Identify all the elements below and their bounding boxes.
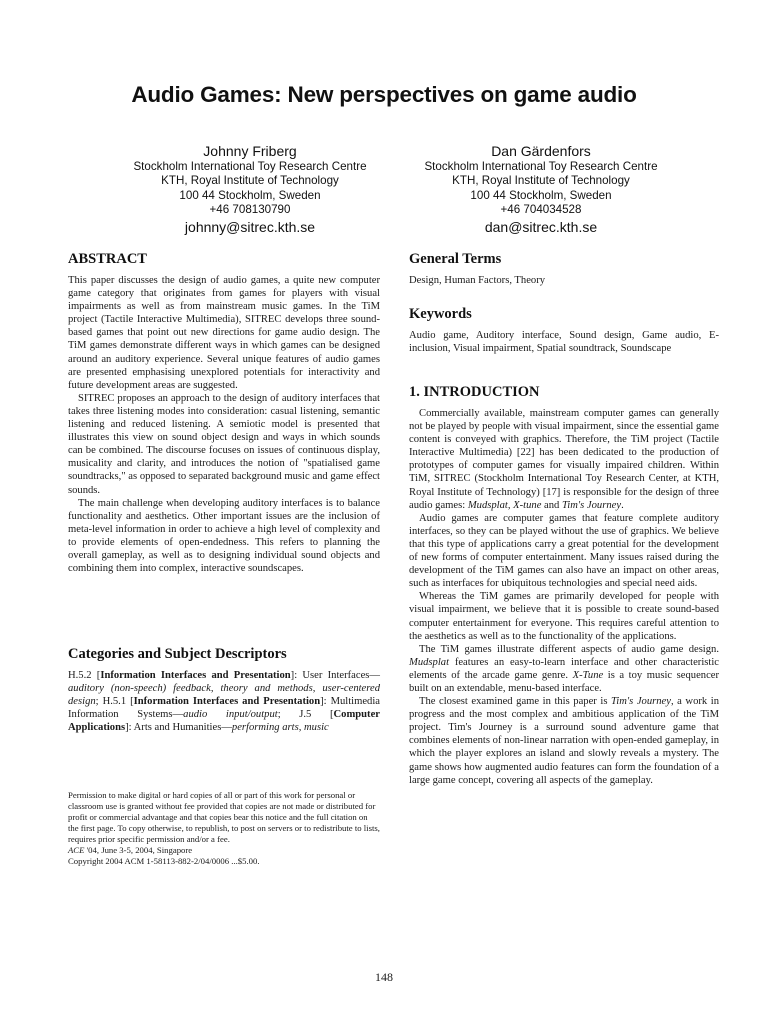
italic-term: performing arts, music xyxy=(231,722,329,734)
copyright-line: Copyright 2004 ACM 1-58113-882-2/04/0006 ...$5.00. xyxy=(68,856,260,866)
text-run: , a work in progress and the most complex and ambitious application of the TiM project. Tim's Journey is a surround sound adventure game that combines elements of non-linear narration with open-ended gameplay, in which the player explores an island and slowly reveals a mystery. The game shows how augmented audio features can form the foundation of a large game concept, covering all aspects of the gameplay. xyxy=(409,696,719,786)
introduction-body xyxy=(409,407,719,787)
author-affiliation-line: Stockholm International Toy Research Centre xyxy=(133,160,367,173)
permission-text: Permission to make digital or hard copies of all or part of this work for personal or classroom use is granted without fee provided that copies are not made or distributed for profit or commercial advantage and that copies bear this notice and the full citation on the first page. To copy otherwise, to republish, to post on servers or to redistribute to lists, requires prior specific permission and/or a fee. xyxy=(68,790,380,844)
text-run: The closest examined game in this paper is xyxy=(419,696,611,708)
text-run: Audio games are computer games that feature complete auditory interfaces, so they can be played without the use of graphics. We believe that this type of applications carry a great potential for the development of new forms of computer entertainment. Many issues raised during the development of the TiM games can also have an impact on other areas, such as interfaces for ubiquitous technologies and special need aids. xyxy=(409,512,719,590)
keywords-heading: Keywords xyxy=(409,306,472,322)
abstract-section xyxy=(68,250,380,575)
text-run: features an easy-to-learn interface and other characteristic elements of the arcade game genre. xyxy=(409,656,719,681)
conference-line xyxy=(68,845,380,856)
italic-term: Mudsplat, X-tune xyxy=(467,499,542,511)
text-run: Commercially available, mainstream computer games can generally not be played by people with visual impairment, since the essential game content is conveyed with graphics. Therefore, the TiM project (Tactile Interactive Multimedia) [22] has been dedicated to the production of prototypes of computer games for visually impaired children. Within TiM, SITREC (Stockholm International Toy Research Center, at KTH, Royal Institute of Technology) [17] is responsible for the design of three audio games: xyxy=(409,408,719,511)
author-affiliation-line: Stockholm International Toy Research Centre xyxy=(424,160,658,173)
author-affiliation-line: KTH, Royal Institute of Technology xyxy=(161,174,339,188)
categories-body xyxy=(68,669,380,734)
author-name: Dan Gärdenfors xyxy=(491,143,591,159)
introduction-paragraph xyxy=(409,590,719,642)
general-terms-body xyxy=(409,274,719,287)
categories-heading: Categories and Subject Descriptors xyxy=(68,646,287,662)
page-number: 148 xyxy=(375,970,393,984)
text-run: ]: Multimedia Information Systems— xyxy=(68,696,380,721)
text-run: ]: Arts and Humanities— xyxy=(125,722,232,734)
bold-term: Information Interfaces and Presentation xyxy=(100,670,291,681)
introduction-paragraph xyxy=(409,643,719,695)
author-email: johnny@sitrec.kth.se xyxy=(184,219,316,236)
text-run: ; H.5.1 [ xyxy=(95,696,134,708)
introduction-paragraph xyxy=(409,512,719,591)
author-phone: +46 708130790 xyxy=(209,202,291,216)
abstract-paragraph: The main challenge when developing auditory interfaces is to balance functionality and aesthetics. Other important issues are the inclusion of meta-level information in order to achieve a high level of complexity and to provide elements of open-endedness. This refers to planning the overall gameplay, as well as to designing individual sound objects and combining them into complex, interactive soundscapes. xyxy=(68,497,380,575)
text-run: and xyxy=(541,499,562,511)
paper-title: Audio Games: New perspectives on game audio xyxy=(131,82,637,107)
conference-acronym: ACE xyxy=(68,845,85,855)
introduction-section xyxy=(409,383,719,787)
text-run: ; J.5 [ xyxy=(277,709,334,721)
author-email: dan@sitrec.kth.se xyxy=(484,219,598,236)
categories-section xyxy=(68,645,380,734)
italic-term: Mudsplat xyxy=(409,656,450,668)
general-terms-section xyxy=(409,250,719,287)
author-phone: +46 704034528 xyxy=(500,202,582,216)
abstract-paragraph: SITREC proposes an approach to the design of auditory interfaces that takes three listening modes into consideration: casual listening, semantic listening and reduced listening. A semiotic model is presented that illustrates this view on sound object design and ways in which sounds can be combined. The discourse focuses on issues of continuous display, musicality and clarity, and introduces the notion of "spatialised game soundtracks," as opposed to separated background music and game effect sounds. xyxy=(68,392,380,496)
conference-details: '04, June 3-5, 2004, Singapore xyxy=(84,845,193,855)
keywords-text: Audio game, Auditory interface, Sound design, Game audio, E-inclusion, Visual impairment, Spatial soundtrack, Soundscape xyxy=(409,330,719,355)
keywords-body xyxy=(409,329,719,355)
keywords-section xyxy=(409,305,719,355)
general-terms-text: Design, Human Factors, Theory xyxy=(409,275,546,286)
italic-term: Tim's Journey xyxy=(562,499,622,511)
permission-notice xyxy=(68,790,380,867)
italic-term: X-Tune xyxy=(572,669,604,681)
bold-term: Computer Applications xyxy=(68,709,380,734)
abstract-paragraph: This paper discusses the design of audio games, a quite new computer game category that originates from games for players with visual impairments as well as from mainstream music games. In the TiM project (Tactile Interactive Multimedia), SITREC develops three sound-based games that point out new directions for game audio design. The TiM games demonstrate different ways in which games can be designed around an auditory experience. Several unique features of audio games are presented emphasising unexplored potentials for interactivity and future development areas are suggested. xyxy=(68,275,380,391)
author-block-1 xyxy=(100,143,400,235)
text-run: ]: User Interfaces— xyxy=(290,670,380,681)
italic-term: audio input/output xyxy=(183,709,278,721)
text-run: Whereas the TiM games are primarily developed for people with visual impairment, we believe that it is possible to create sound-based computer entertainment for everyone. This requires careful attention to the aesthetics as well as to the functionality of the applications. xyxy=(409,591,719,642)
introduction-paragraph xyxy=(409,407,719,512)
author-affiliation-line: KTH, Royal Institute of Technology xyxy=(452,174,630,188)
italic-term: auditory (non-speech) feedback, theory and methods, user-centered design xyxy=(68,683,380,708)
text-run: H.5.2 [ xyxy=(68,670,101,681)
text-run: is a toy music sequencer built on an extendable, menu-based interface. xyxy=(409,669,720,694)
categories-paragraph xyxy=(68,669,380,734)
introduction-paragraph xyxy=(409,695,719,787)
general-terms-heading: General Terms xyxy=(409,251,502,267)
abstract-body xyxy=(68,274,380,575)
author-affiliation-line: 100 44 Stockholm, Sweden xyxy=(470,188,612,202)
introduction-heading: 1. INTRODUCTION xyxy=(409,384,540,400)
bold-term: Information Interfaces and Presentation xyxy=(133,696,321,708)
author-block-2 xyxy=(391,143,691,235)
abstract-heading: ABSTRACT xyxy=(68,251,147,267)
text-run: The TiM games illustrate different aspects of audio game design. xyxy=(419,643,719,655)
author-name: Johnny Friberg xyxy=(203,143,297,159)
author-affiliation-line: 100 44 Stockholm, Sweden xyxy=(179,188,321,202)
text-run: . xyxy=(621,499,624,511)
italic-term: Tim's Journey xyxy=(611,696,671,708)
